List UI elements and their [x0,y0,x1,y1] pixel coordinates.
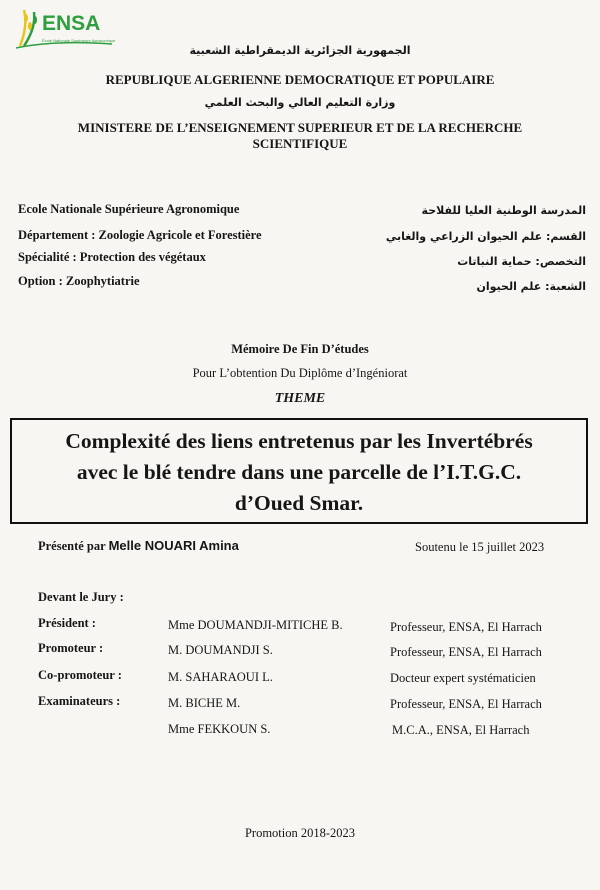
jury-title: M.C.A., ENSA, El Harrach [392,723,530,737]
school-name: Ecole Nationale Supérieure Agronomique [18,202,240,216]
jury-label: Devant le Jury : [38,590,124,604]
jury-title: Professeur, ENSA, El Harrach [390,645,542,659]
ministry-arabic: وزارة التعليم العالي والبحث العلمي [204,96,396,109]
ministry-french-line1: MINISTERE DE L’ENSEIGNEMENT SUPERIEUR ET DE LA RECHERCHE [77,120,523,135]
jury-name: M. DOUMANDJI S. [168,643,273,657]
republic-arabic: الجمهورية الجزائرية الديمقراطية الشعبية [189,44,411,57]
memoire-subtitle: Pour L’obtention Du Diplôme d’Ingéniorat [192,366,408,380]
department-arabic: القسم: علم الحيوان الزراعي والغابي [385,230,586,243]
theme-box [10,418,588,524]
memoire-title: Mémoire De Fin D’études [231,342,369,356]
promotion: Promotion 2018-2023 [244,826,356,840]
speciality-arabic: التخصص: حماية النباتات [457,255,586,268]
jury-title: Docteur expert systématicien [390,671,536,685]
theme-line-2: avec le blé tendre dans une parcelle de l’I.T.G.C. [76,460,522,484]
speciality: Spécialité : Protection des végétaux [18,250,206,264]
jury-name: Mme DOUMANDJI-MITICHE B. [168,618,343,632]
jury-title: Professeur, ENSA, El Harrach [390,697,542,711]
option-arabic: الشعبة: علم الحيوان [476,280,586,293]
presenter-name: Melle NOUARI Amina [108,538,239,553]
jury-title: Professeur, ENSA, El Harrach [390,620,542,634]
logo-subtitle: École Nationale Supérieure Agronomique [42,38,116,43]
theme-line-1: Complexité des liens entretenus par les Invertébrés [65,429,533,453]
jury-name: Mme FEKKOUN S. [168,722,271,736]
logo-name: ENSA [42,12,101,35]
jury-name: M. SAHARAOUI L. [168,670,273,684]
option: Option : Zoophytiatrie [18,274,140,288]
jury-role: Examinateurs : [38,694,121,708]
republic-french: REPUBLIQUE ALGERIENNE DEMOCRATIQUE ET POPULAIRE [105,72,495,87]
presenter [38,538,239,554]
ministry-french-line2: SCIENTIFIQUE [252,136,348,151]
theme-label: THEME [274,391,326,406]
presenter-label: Présenté par [38,539,106,553]
jury-role: Président : [38,616,96,630]
jury-role: Co-promoteur : [38,668,122,682]
jury-role: Promoteur : [38,641,104,655]
defense-date: Soutenu le 15 juillet 2023 [415,540,545,554]
school-name-arabic: المدرسة الوطنية العليا للفلاحة [421,204,586,217]
department: Département : Zoologie Agricole et Forestière [18,228,262,242]
theme-line-3: d’Oued Smar. [234,491,364,515]
jury-name: M. BICHE M. [168,696,241,710]
